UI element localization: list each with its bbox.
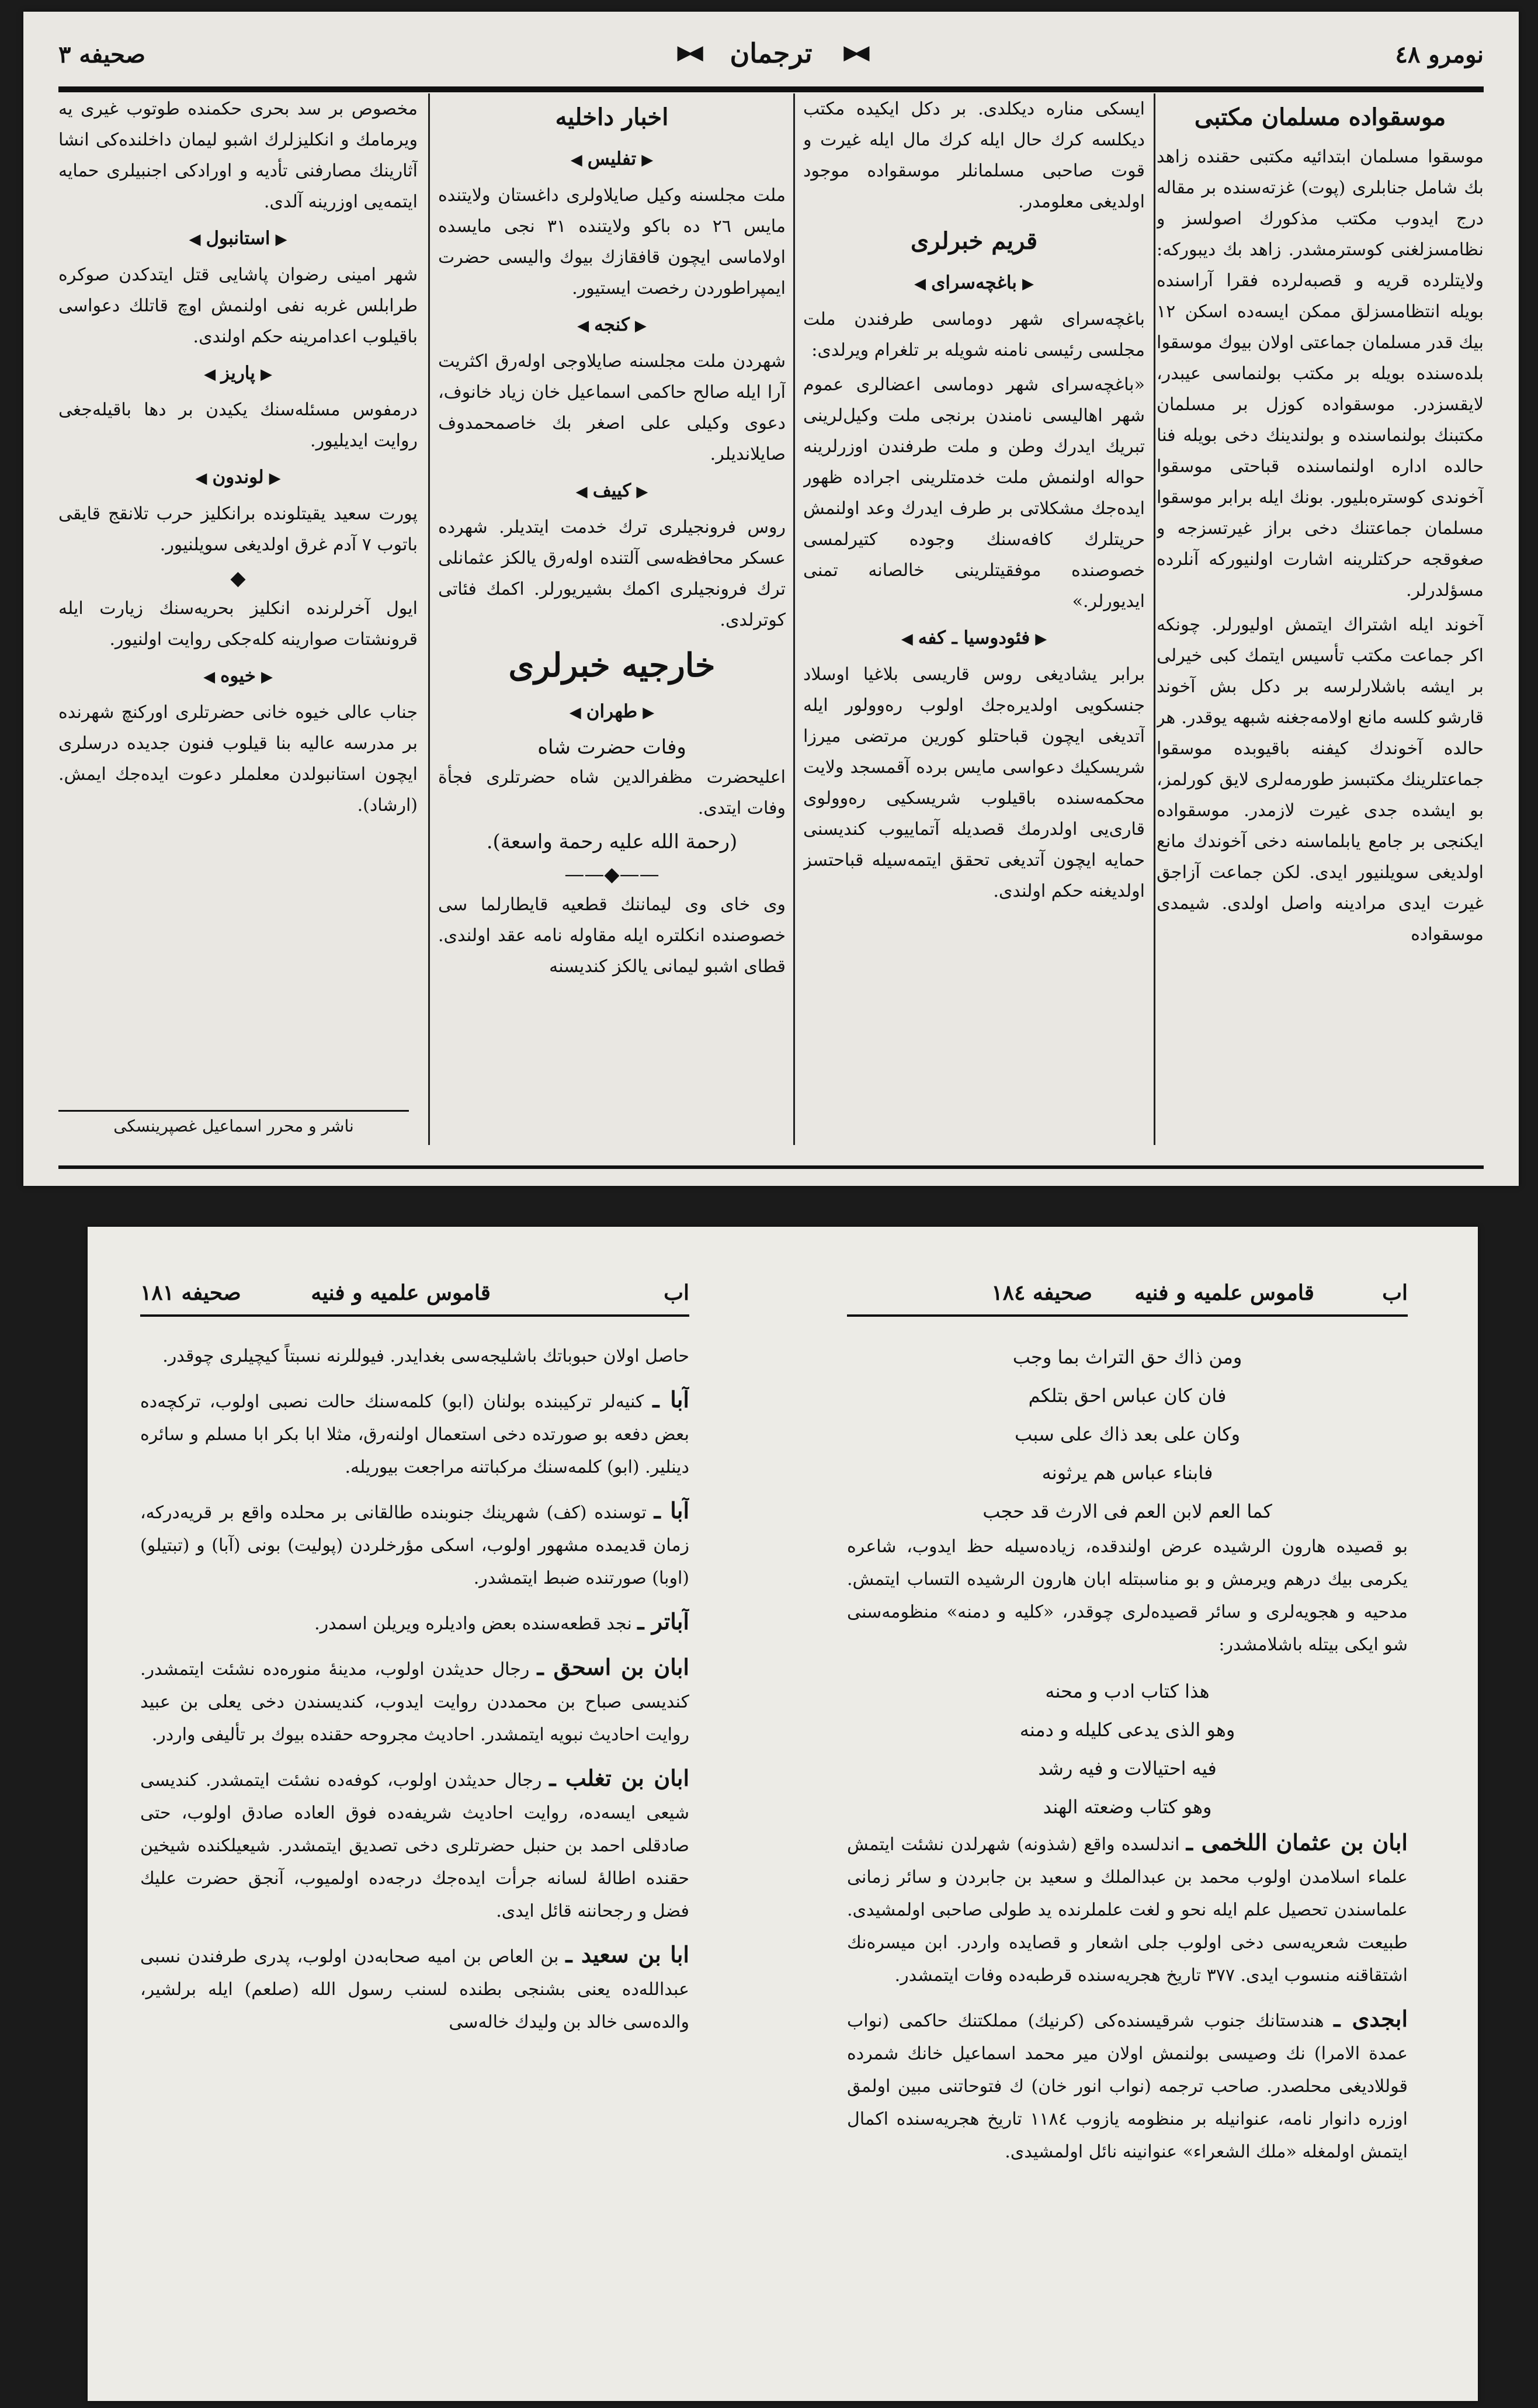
newspaper-header [58, 29, 1484, 88]
entry-body: توسنده (كف) شهرينك جنوبنده طالقانى بر محلده واقع بر قريه‌دركه، زمان قديمده مشهور اولوب، اسكى مؤرخلردن (پوليت) بونى (آبا) و (تبتيلو) (اوبا) صورتنده ضبط ايتمشدر. [140, 1503, 689, 1588]
left-page-header [140, 1274, 689, 1317]
column-moscow-school [1157, 93, 1484, 1157]
entry-text [140, 1651, 689, 1751]
article-paragraph: ايول آخرلرنده انكليز بحريه‌سنك زيارت ايله قرونشتات صوارينه كله‌جكى روايت اولنيور. [58, 598, 418, 650]
article-paragraph: جناب عالى خيوه خانى حضرتلرى اوركنچ شهرنده بر مدرسه عاليه بنا قيلوب فنون جديده درسلرى ايچون استانبولدن معلملر دعوت ايده‌جك ايمش. (ارشاد). [58, 702, 418, 816]
header-letters: اب [1382, 1281, 1408, 1305]
dateline: ▶ خيوه ◀ [58, 658, 418, 695]
article-paragraph: موسقوا مسلمان ابتدائيه مكتبى حقنده زاهد بك شامل جنابلرى (پوت) غزته‌سنده بر مقاله درج ايدوب مكتب مذكورك اصولسز و نظامسزلغنى كوسترمشدر. زاهد بك ديبوركه: ولايتلرده قريه و قصبه‌لرده فقرا آراسنده بويله انتظامسزلق ممكن ايسه‌ده اسكن ١٢ بيك قدر مسلمان جماعتى اولان بيوك موسقوا بلده‌سنده بويله بر مكتب بولنماسى عيبدر، لايقسزدر. موسقواده كوزل بر مسلمان مكتبنك بولنماسنده و بولندينك دخى بويله فنا حالده اداره اولنماسنده قباحتى موسقوا آخوندى كوستره‌بليور. بونك ايله برابر موسقوا مسلمان جماعتنك دخى براز غيرتسزجه و صغوقجه حركتلرينه اشارت اولنيوركه آنلرده مسؤلدرلر. [1157, 147, 1484, 601]
page-number-label: صحيفه ٣ [58, 41, 145, 68]
column-divider [1154, 93, 1155, 1145]
entry-body: بن العاص بن اميه صحابه‌دن اولوب، پدرى طرفندن نسبى عبدالله‌ده يعنى بشنجى بطنده لسنب رسول الله (صلعم) ايله برلشير، والده‌سى خالد بن وليدك خاله‌سى [140, 1946, 689, 2032]
entry-headword: ابان بن عثمان اللخمى ـ [1186, 1829, 1408, 1855]
header-title: قاموس علميه و فنيه [311, 1281, 491, 1305]
column-telegrams [58, 93, 418, 1098]
poem-line: كما العم لابن العم فى الارث قد حجب [982, 1500, 1272, 1522]
entry-headword: آبا ـ [652, 1386, 689, 1413]
poem-block [847, 1672, 1408, 1826]
issue-number-label: نومرو ٤٨ [1395, 41, 1484, 68]
article-paragraph: ايسكى مناره ديكلدى. بر دكل ايكيده مكتب ديكلسه كرك حال ايله كرك مال ايله غيرت و قوت صاحبى مسلمانلر موسقواده موجود اولديغى معلومدر. [803, 99, 1145, 212]
header-letters: اب [664, 1281, 689, 1305]
article-paragraph: آخوند ايله اشتراك ايتمش اوليورلر. چونكه اكر جماعت مكتب تأسيس ايتمك كبى خيرلى بر ايشه باشلارلرسه بر دكل بش آخوند قارشو كلسه مانع اولامه‌جغنه شبهه يوقدر. هر حالده آخوندك كيفنه باقيوبده موسقوا جماعتلرينك مكتبسز طورمه‌لرى لايق كورلمز، بو ايشده جدى غيرت لازمدر. موسقواده ايكنجى بر جامع يابلما‌سنه دخى آخوندك مانع اولديغى سويلنيور ايدى. لكن جماعت آزاجق غيرت ايدى مرادينه واصل اولدى. شيمدى موسقواده [1157, 615, 1484, 945]
entry-headword: ابجدى ـ [1334, 2005, 1408, 2032]
entry-headword: آبا ـ [654, 1497, 689, 1524]
poem-line: ومن ذاك حق التراث بما وجب [1012, 1346, 1242, 1368]
article-paragraph: مخصوص بر سد بحرى حكمنده طوتوب غيرى يه ويرمامك و انكليزلرك اشبو ليمان داخلنده‌كى انشا آثارينك مصارفنى تأديه و اورادكى اجنبيلرى حمايه ايتمه‌يى اوزرينه آلدى. [58, 99, 418, 212]
article-paragraph: «باغچه‌سراى شهر دوماسى اعضالرى عموم شهر اهاليسى نامندن برنجى ملت وكيل‌لرينى تبريك ايدرك وطن و ملت طرفندن اوزرلرينه حواله اولنمش ملت خدمتلرينى اجراده ظهور ايده‌جك مشكلاتى بر طرف ايدرك وعد اولنمش حريتلرك كافه‌سنك وجوده كتيرلمسى خصوصنده موفقيتلرينى خالصانه تمنى ايديورلر.» [803, 374, 1145, 612]
article-paragraph: برابر يشاديغى روس قاريسى بلاغيا اوسلاد جنسكويى اولديره‌جك اولوب ره‌وولور ايله آتديغى ايچون قباحتلو كورين مرتضى ميرزا شريسكيك دعواسى مايس برده آقمسجد ولايت محكمه‌سنده باقيلوب شريسكيى ره‌وولوى قارى‌يى اولدرمك قصديله آتماييوب كنديسنى حمايه ايچون آتديغى تحقق ايتمه‌سيله قباحتسز اولديغنه حكم اولندى. [803, 664, 1145, 901]
foreign-news-heading: خارجيه خبرلرى [508, 646, 716, 685]
poem-line: فان كان عباس احق بتلكم [1028, 1385, 1227, 1407]
entry-text [140, 1494, 689, 1595]
newspaper-title: ◀▶ ترجمان ◀▶ [677, 35, 865, 71]
column-domestic-news [438, 93, 786, 1157]
column-crimea-news [803, 93, 1145, 1157]
dateline: ▶ فئودوسيا ـ كفه ◀ [803, 620, 1145, 657]
entry-body: هندستانك جنوب شرقيسنده‌كى (كرنيك) مملكتنك حاكمى (نواب عمدة الامرا) نك وصيسى بولنمش اولان مير محمد اسماعيل خانك شمرده قوللاديغى محلصدر. صاحب ترجمه (نواب انور خان) ك فتوحاتنى مبين اولمق اوزره دانوار نامه، عنوانيله بر منظومه يازوب ١١٨٤ تاريخ هجريه‌سنده اكمال ايتمش اولمغله «ملك الشعراء» عنوانينه نائل اولمشيدى. [847, 2011, 1408, 2162]
right-page-body [847, 1338, 1408, 2383]
entry-body: نجد قطعه‌سنده بعض واديلره ويريلن اسمدر. [314, 1614, 632, 1634]
poem-block [847, 1338, 1408, 1531]
dateline: ▶ كنجه ◀ [438, 307, 786, 343]
dateline: ▶ طهران ◀ [438, 694, 786, 730]
entry-body: حاصل اولان حبوباتك باشليجه‌سى بغدايدر. فيوللرنه نسبتاً كيچيلرى چوقدر. [162, 1346, 689, 1366]
poem-line: وهو الذى يدعى كليله و دمنه [1019, 1719, 1235, 1741]
article-paragraph: اعليحضرت مظفرالدين شاه حضرتلرى فجأة وفات ايتدى. [438, 767, 786, 818]
entry-text [847, 2003, 1408, 2168]
dateline: ▶ استانبول ◀ [58, 221, 418, 257]
article-paragraph: درمفوس مسئله‌سنك يكيدن بر دها باقيله‌جغى روايت ايديليور. [58, 400, 418, 451]
entry-text [847, 1826, 1408, 1992]
section-heading: اخبار داخليه [555, 103, 669, 131]
entry-text [140, 1938, 689, 2039]
dateline: ▶ كييف ◀ [438, 473, 786, 509]
entry-body: رجال حديثدن اولوب، مدينهٔ منوره‌ده نشئت ايتمشدر. كنديسى صباح بن محمددن روايت ايدوب، كنديسندن دخى يعلى بن عبيد روايت احاديث نبويه ايتمشدر. احاديث مجروحه حقنده بيوك بر تأليفى واردر. [140, 1659, 689, 1745]
entry-body: بو قصيده هارون الرشيده عرض اولندقده، زياده‌سيله حظ ايدوب، شاعره يكرمى بيك درهم ويرمش و بو مناسبتله ابان هارون الرشيده التساب ايتمش. مدحيه و هجويه‌لرى و سائر قصيده‌لرى چوقدر، «كليه و دمنه» منظومه‌سنى شو ايكى بيتله باشلامشدر: [847, 1536, 1408, 1655]
article-paragraph: وى خاى وى ليماننك قطعيه قايطارلما سى خصوصنده انكلتره ايله مقاوله نامه عقد اولندى. قطاى اشبو ليمانى يالكز كنديسنه [438, 894, 786, 977]
publisher-imprint: ناشر و محرر اسماعيل غصپرينسكى [58, 1110, 409, 1136]
entry-text [140, 1605, 689, 1640]
entry-headword: ابا بن سعيد ـ [565, 1941, 689, 1968]
article-paragraph: پورت سعيد يقيتلونده برانكليز حرب تلانقج قايقى باتوب ٧ آدم غرق اولديغى سويلنيور. [58, 504, 418, 555]
entry-body: كنيه‌لر تركيبنده بولنان (ابو) كلمه‌سنك حالت نصبى اولوب، تركچه‌ده بعض دفعه بو صورتده دخى استعمال اولنه‌رق، مثلا ابا بكر ابا مسلم و سائره دينلير. (ابو) كلمه‌سنك مركباتنه مراجعت بيوريله. [140, 1392, 689, 1477]
left-page-body [140, 1338, 689, 2383]
right-page-header [847, 1274, 1408, 1317]
article-paragraph: (رحمة الله عليه رحمة واسعة). [486, 830, 738, 853]
article-paragraph: شهردن ملت مجلسنه صايلاوجى اوله‌رق اكثريت آرا ايله صالح حاكمى اسماعيل خان زياد خانوف، دعوى وكيلى على اصغر بك خاصمحمدوف صايلانديلر. [438, 351, 786, 464]
ornament-divider: ◆ [230, 567, 246, 590]
poem-line: وهو كتاب وضعته الهند [1043, 1796, 1212, 1818]
entry-headword: ابان بن اسحق ـ [537, 1654, 689, 1680]
dateline: ▶ پاريز ◀ [58, 356, 418, 392]
dateline: ▶ باغچه‌سراى ◀ [803, 265, 1145, 301]
column-divider [793, 93, 795, 1145]
ornament-divider: ——◆—— [564, 863, 659, 886]
article-paragraph: ملت مجلسنه وكيل صايلاولرى داغستان ولايتنده مايس ٢٦ ده باكو ولايتنده ٣١ نجى مايسده اولاماسى ايچون قافقازك بيوك واليسى حضرت ايمپراطوردن رخصت ايستيور. [438, 185, 786, 299]
article-paragraph: شهر امينى رضوان پاشايى قتل ايتدكدن صوكره طرابلس غربه نفى اولنمش اوچ قاتلك دعواسى باقيلوب اعدامرينه حكم اولندى. [58, 265, 418, 347]
newspaper-page [23, 12, 1519, 1186]
article-paragraph: باغچه‌سراى شهر دوماسى طرفندن ملت مجلسى رئيسى نامنه شويله بر تلغرام ويرلدى: [803, 309, 1145, 360]
article-heading: موسقواده مسلمان مكتبى [1194, 103, 1446, 131]
entry-text [140, 1338, 689, 1373]
dateline: ▶ تفليس ◀ [438, 141, 786, 178]
footer-rule [58, 1165, 1484, 1169]
poem-line: فابناء عباس هم يرثونه [1041, 1462, 1213, 1484]
entry-headword: ابان بن تغلب ـ [549, 1765, 689, 1791]
header-title: قاموس علميه و فنيه [1134, 1281, 1314, 1305]
entry-text [140, 1762, 689, 1928]
header-rule [58, 86, 1484, 92]
header-page-label: صحيفه ١٨٤ [991, 1281, 1092, 1305]
header-page-label: صحيفه ١٨١ [140, 1281, 241, 1305]
article-paragraph: روس فرونجيلرى ترك خدمت ايتديلر. شهرده عسكر محافظه‌سى آلتنده اوله‌رق يالكز عثمانلى ترك فرونجيلرى اكمك بشيريورلر. اكمك فئاتى كوترلدى. [438, 517, 786, 630]
entry-headword: آباتر ـ [637, 1608, 689, 1635]
entry-body: اندلسده واقع (شذونه) شهرلدن نشئت ايتمش علماء اسلامدن اولوب محمد بن عبدالملك و سعيد بن جابردن و سائر زمانى علماسندن تحصيل علم ايله نحو و لغت علملرنده يد طولى صاحبى اولمشيدى. طبيعت شعريه‌سى دخى اولوب جلى اشعار و قصايده واردر. ابن ميسره‌نك اشتقاقنه منسوب ايدى. ٣٧٧ تاريخ هجريه‌سنده قرطبه‌ده وفات ايتمشدر. [847, 1834, 1408, 1986]
section-heading: قريم خبرلرى [910, 227, 1038, 255]
article-subtitle: وفات حضرت شاه [537, 735, 686, 759]
entry-text [140, 1383, 689, 1484]
poem-line: فيه احتيالات و فيه رشد [1038, 1757, 1217, 1779]
poem-line: هذا كتاب ادب و محنه [1045, 1680, 1210, 1702]
entry-body: رجال حديثدن اولوب، كوفه‌ده نشئت ايتمشدر. كنديسى شيعى ايسه‌ده، روايت احاديث شريفه‌ده فوق العاده صادق اولوب، حتى صادقلى احمد بن حنبل حضرتلرى دخى تصديق ايتمشدر. شيعيلكنده شيخين حقنده اطالهٔ لسانه جرأت ايده‌جك درجه‌ده اولميوب، آنجق حضرت عليك فضل و رجحاننه قائل ايدى. [140, 1770, 689, 1921]
column-divider [428, 93, 430, 1145]
poem-line: وكان على بعد ذاك على سبب [1014, 1423, 1241, 1445]
dateline: ▶ لوندون ◀ [58, 460, 418, 496]
